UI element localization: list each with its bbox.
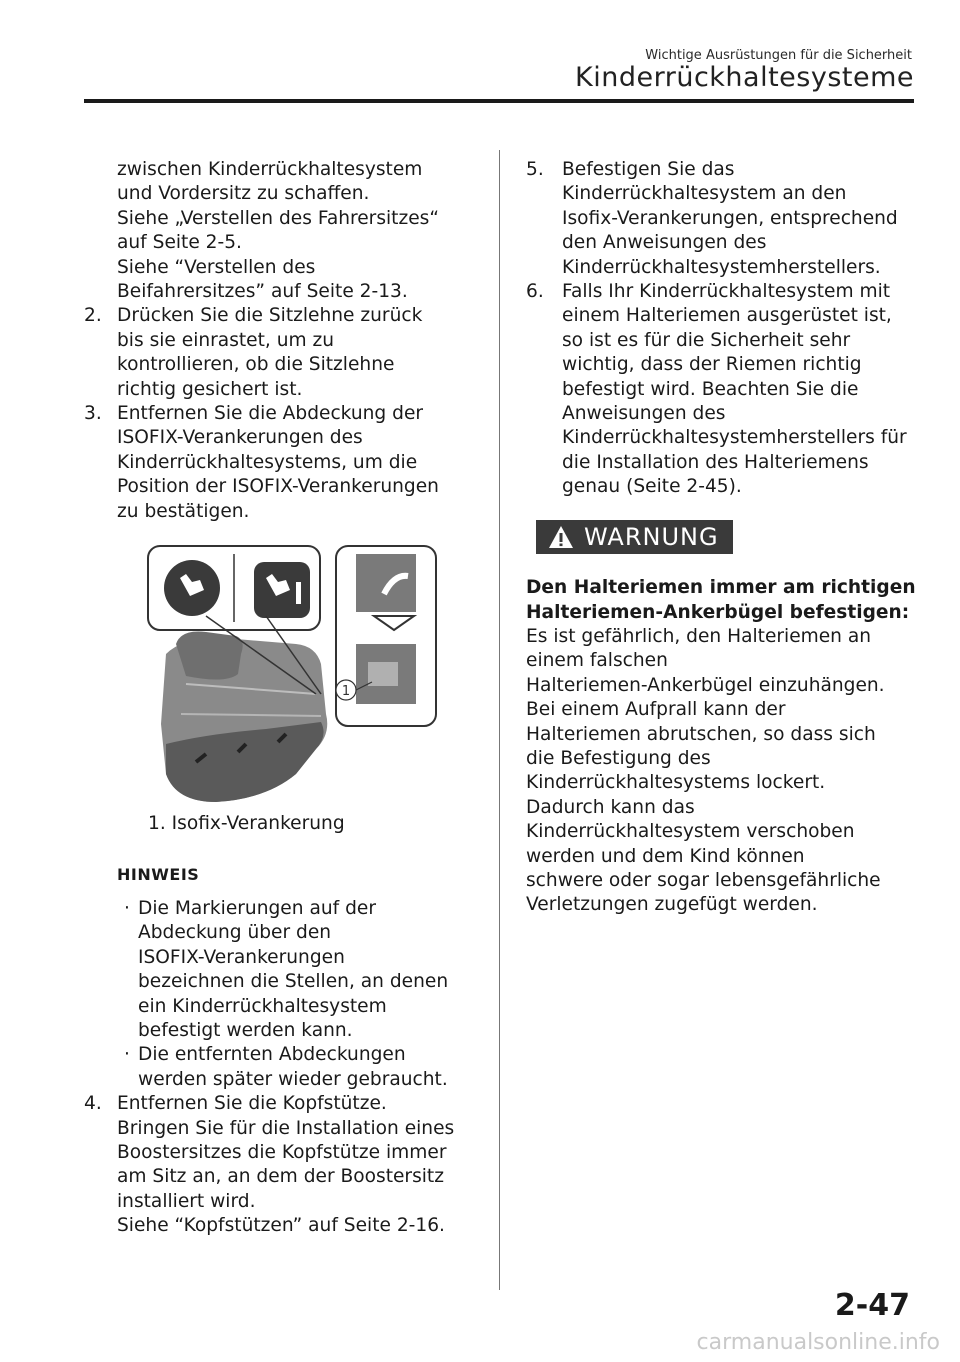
continued-step: [70, 158, 495, 304]
callout-number: 1: [341, 684, 351, 700]
text-line: Siehe „Verstellen des Fahrersitzes“: [117, 207, 439, 229]
note-bullet: [70, 1043, 495, 1092]
text-line: so ist es für die Sicherheit sehr: [562, 329, 851, 351]
text-line: werden später wieder gebraucht.: [138, 1068, 448, 1090]
left-column: [70, 158, 495, 1239]
warning-label: WARNUNG: [584, 522, 719, 551]
text-line: einem Halteriemen ausgerüstet ist,: [562, 305, 892, 327]
isofix-figure: [146, 544, 446, 806]
text-line: auf Seite 2-5.: [117, 232, 242, 254]
text-line: werden und dem Kind können: [526, 845, 805, 867]
text-line: Die entfernten Abdeckungen: [138, 1044, 406, 1066]
warning-heading-line: Den Halteriemen immer am richtigen: [526, 577, 916, 599]
text-line: und Vordersitz zu schaffen.: [117, 183, 370, 205]
page-number: 2-47: [834, 1288, 910, 1323]
step-number: 2.: [84, 305, 102, 327]
step-4: [70, 1092, 495, 1238]
text-line: Beifahrersitzes” auf Seite 2-13.: [117, 281, 408, 303]
text-line: Drücken Sie die Sitzlehne zurück: [117, 305, 423, 327]
text-line: Dadurch kann das: [526, 796, 695, 818]
step-6: [526, 280, 921, 500]
warning-heading-line: Halteriemen-Ankerbügel befestigen:: [526, 601, 910, 623]
text-line: Die Markierungen auf der: [138, 897, 376, 919]
text-line: befestigt wird. Beachten Sie die: [562, 378, 859, 400]
text-line: Anweisungen des: [562, 403, 726, 425]
step-number: 4.: [84, 1093, 102, 1115]
step-number: 5.: [526, 159, 544, 180]
figure-caption: 1. Isofix-Verankerung: [148, 813, 345, 835]
section-title: Kinderrückhaltesysteme: [575, 62, 914, 93]
step-2: [70, 304, 495, 402]
text-line: die Installation des Halteriemens: [562, 451, 869, 473]
text-line: Halteriemen abrutschen, so dass sich: [526, 723, 876, 745]
text-line: wichtig, dass der Riemen richtig: [562, 354, 862, 376]
text-line: Bei einem Aufprall kann der: [526, 699, 786, 721]
column-divider: [499, 150, 500, 1290]
text-line: richtig gesichert ist.: [117, 378, 303, 400]
warning-label-box: [536, 520, 733, 554]
text-line: Kinderrückhaltesystem verschoben: [526, 821, 855, 843]
step-5: [526, 158, 921, 280]
text-line: Halteriemen-Ankerbügel einzuhängen.: [526, 674, 885, 696]
text-line: bezeichnen die Stellen, an denen: [138, 971, 449, 993]
bullet-dot: ·: [124, 1044, 130, 1066]
text-line: die Befestigung des: [526, 747, 711, 769]
text-line: zu bestätigen.: [117, 500, 250, 522]
text-line: Kinderrückhaltesystemherstellers für: [562, 427, 907, 449]
step-number: 3.: [84, 403, 102, 425]
warning-text: [526, 576, 921, 918]
warning-triangle-icon: [548, 525, 574, 549]
text-line: bis sie einrastet, um zu: [117, 329, 335, 351]
text-line: Verletzungen zugefügt werden.: [526, 894, 818, 916]
section-subtitle: Wichtige Ausrüstungen für die Sicherheit: [645, 48, 912, 63]
text-line: Position der ISOFIX-Verankerungen: [117, 476, 439, 498]
text-line: Entfernen Sie die Kopfstütze.: [117, 1093, 387, 1115]
text-line: zwischen Kinderrückhaltesystem: [117, 159, 423, 180]
text-line: Isofix-Verankerungen, entsprechend: [562, 207, 898, 229]
text-line: kontrollieren, ob die Sitzlehne: [117, 354, 395, 376]
text-line: den Anweisungen des: [562, 232, 767, 254]
rear-seat-illustration: [146, 544, 446, 806]
text-line: ISOFIX-Verankerungen des: [117, 427, 363, 449]
text-line: Kinderrückhaltesystems lockert.: [526, 772, 826, 794]
step-3: [70, 402, 495, 524]
text-line: Abdeckung über den: [138, 922, 332, 944]
note-bullet: [70, 897, 495, 1043]
text-line: installiert wird.: [117, 1190, 256, 1212]
step-number: 6.: [526, 281, 544, 303]
right-column: [526, 158, 921, 918]
text-line: ein Kinderrückhaltesystem: [138, 995, 387, 1017]
watermark: carmanualsonline.info: [696, 1330, 940, 1355]
text-line: Befestigen Sie das: [562, 159, 735, 180]
text-line: Es ist gefährlich, den Halteriemen an: [526, 625, 872, 647]
text-line: Kinderrückhaltesystems, um die: [117, 451, 418, 473]
text-line: Boostersitzes die Kopfstütze immer: [117, 1141, 447, 1163]
text-line: Siehe “Kopfstützen” auf Seite 2-16.: [117, 1215, 445, 1237]
note-title: HINWEIS: [117, 864, 200, 884]
text-line: schwere oder sogar lebensgefährliche: [526, 869, 881, 891]
text-line: genau (Seite 2-45).: [562, 476, 742, 498]
text-line: am Sitz an, an dem der Boostersitz: [117, 1166, 444, 1188]
text-line: Siehe “Verstellen des: [117, 256, 316, 278]
text-line: Falls Ihr Kinderrückhaltesystem mit: [562, 281, 891, 303]
text-line: ISOFIX-Verankerungen: [138, 946, 345, 968]
bullet-dot: ·: [124, 897, 130, 919]
text-line: befestigt werden kann.: [138, 1019, 353, 1041]
text-line: einem falschen: [526, 650, 668, 672]
text-line: Kinderrückhaltesystemherstellers.: [562, 256, 881, 278]
text-line: Kinderrückhaltesystem an den: [562, 183, 847, 205]
text-line: Bringen Sie für die Installation eines: [117, 1117, 455, 1139]
header-rule: [84, 99, 914, 103]
text-line: Entfernen Sie die Abdeckung der: [117, 403, 424, 425]
